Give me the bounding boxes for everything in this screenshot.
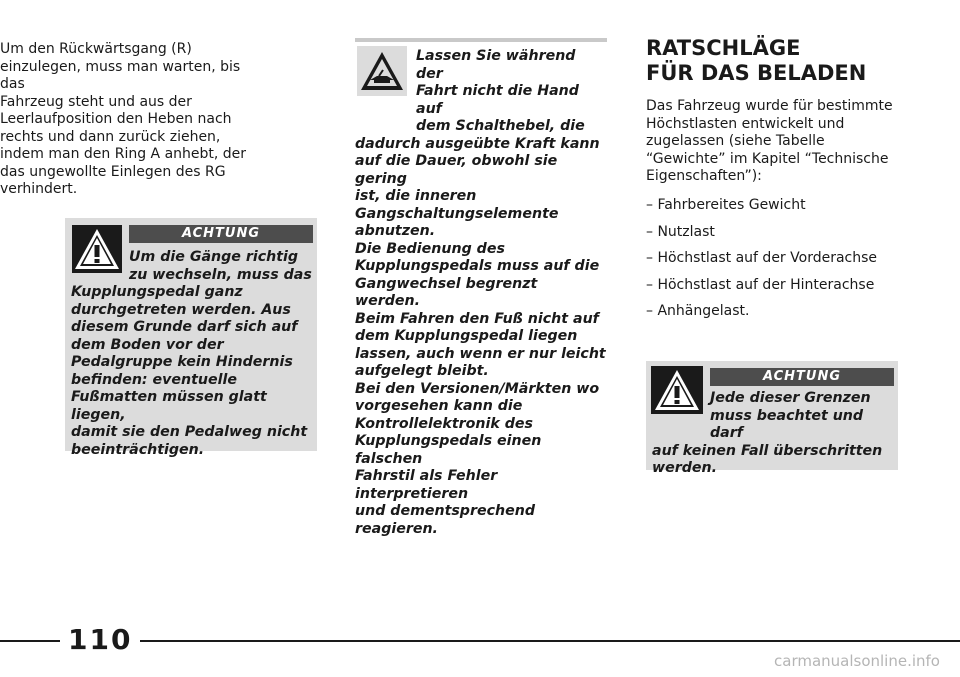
caution-line: Kupplungspedals einen falschen bbox=[355, 433, 542, 467]
caution-line: dadurch ausgeübte Kraft kann bbox=[355, 135, 600, 152]
paragraph-line: Höchstlasten entwickelt und bbox=[646, 115, 845, 132]
watermark: carmanualsonline.info bbox=[774, 652, 940, 670]
intro-paragraph bbox=[0, 41, 255, 199]
caution-line: Bei den Versionen/Märkten wo bbox=[355, 380, 600, 397]
section-title bbox=[646, 36, 866, 86]
intro-line: verhindert. bbox=[0, 181, 78, 197]
caution-line: Beim Fahren den Fuß nicht auf bbox=[355, 310, 599, 327]
caution-line: und dementsprechend bbox=[355, 503, 535, 519]
footer-rule bbox=[0, 640, 960, 642]
list-item: – Anhängelast. bbox=[646, 303, 750, 319]
list-item: – Nutzlast bbox=[646, 223, 715, 240]
load-limit-list bbox=[646, 197, 896, 330]
warning-text bbox=[71, 249, 313, 459]
list-item: – Höchstlast auf der Vorderachse bbox=[646, 250, 878, 266]
caution-text-clutch bbox=[355, 48, 607, 538]
warning-line: Pedalgruppe kein Hindernis bbox=[71, 354, 293, 370]
warning-line: befinden: eventuelle bbox=[71, 371, 237, 388]
section-divider bbox=[355, 38, 607, 42]
caution-line: vorgesehen kann die bbox=[355, 398, 523, 414]
warning-line: durchgetreten werden. Aus bbox=[71, 301, 291, 318]
warning-line: Fußmatten müssen glatt liegen, bbox=[71, 389, 267, 423]
caution-line: dem Kupplungspedal liegen bbox=[355, 328, 578, 344]
caution-line: Gangschaltungselemente bbox=[355, 205, 559, 222]
intro-line: Fahrzeug steht und aus der bbox=[0, 93, 192, 110]
intro-line: einzulegen, muss man warten, bis das bbox=[0, 58, 241, 92]
intro-line: rechts und dann zurück ziehen, bbox=[0, 128, 221, 145]
caution-line: Die Bedienung des bbox=[355, 240, 505, 257]
warning-header: ACHTUNG bbox=[129, 225, 313, 243]
warning-line: Jede dieser Grenzen bbox=[710, 390, 871, 406]
warning-text bbox=[652, 390, 896, 478]
caution-line: Lassen Sie während der bbox=[416, 48, 576, 82]
section-title-line: FÜR DAS BELADEN bbox=[646, 61, 867, 85]
caution-line: Fahrstil als Fehler interpretieren bbox=[355, 468, 498, 502]
intro-line: Leerlaufposition den Heben nach bbox=[0, 111, 232, 127]
warning-line: werden. bbox=[652, 460, 717, 476]
list-item: – Fahrbereites Gewicht bbox=[646, 197, 806, 213]
warning-line: muss beachtet und darf bbox=[710, 407, 864, 441]
paragraph-line: zugelassen (siehe Tabelle bbox=[646, 133, 825, 149]
loading-paragraph bbox=[646, 98, 896, 186]
warning-line: zu wechseln, muss das bbox=[129, 266, 312, 283]
caution-line: auf die Dauer, obwohl sie gering bbox=[355, 153, 558, 187]
warning-box-limits bbox=[646, 361, 898, 476]
page-number: 110 bbox=[60, 624, 140, 656]
warning-line: diesem Grunde darf sich auf bbox=[71, 319, 298, 335]
caution-line: abnutzen. bbox=[355, 223, 436, 239]
warning-line: Um die Gänge richtig bbox=[129, 249, 299, 265]
caution-line: reagieren. bbox=[355, 520, 438, 537]
caution-line: Gangwechsel begrenzt werden. bbox=[355, 275, 538, 309]
intro-line: das ungewollte Einlegen des RG bbox=[0, 163, 226, 180]
warning-line: beeinträchtigen. bbox=[71, 441, 205, 458]
caution-line: aufgelegt bleibt. bbox=[355, 363, 489, 379]
warning-box-pedal bbox=[65, 218, 317, 458]
intro-line: Um den Rückwärtsgang (R) bbox=[0, 41, 192, 57]
paragraph-line: Eigenschaften”): bbox=[646, 168, 762, 184]
paragraph-line: Das Fahrzeug wurde für bestimmte bbox=[646, 98, 893, 114]
paragraph-line: “Gewichte” im Kapitel “Technische bbox=[646, 150, 889, 167]
caution-line: Fahrt nicht die Hand auf bbox=[416, 83, 579, 117]
caution-line: ist, die inneren bbox=[355, 188, 477, 204]
section-title-line: RATSCHLÄGE bbox=[646, 36, 801, 60]
list-item: – Höchstlast auf der Hinterachse bbox=[646, 276, 875, 293]
warning-line: damit sie den Pedalweg nicht bbox=[71, 424, 308, 440]
warning-line: auf keinen Fall überschritten bbox=[652, 442, 883, 459]
warning-line: dem Boden vor der bbox=[71, 336, 224, 353]
caution-line: lassen, auch wenn er nur leicht bbox=[355, 345, 606, 362]
caution-line: dem Schalthebel, die bbox=[416, 118, 585, 134]
caution-line: Kupplungspedals muss auf die bbox=[355, 258, 600, 274]
warning-line: Kupplungspedal ganz bbox=[71, 284, 243, 300]
caution-line: Kontrollelektronik des bbox=[355, 415, 533, 432]
warning-header: ACHTUNG bbox=[710, 368, 894, 386]
intro-line: indem man den Ring A anhebt, der bbox=[0, 146, 247, 162]
